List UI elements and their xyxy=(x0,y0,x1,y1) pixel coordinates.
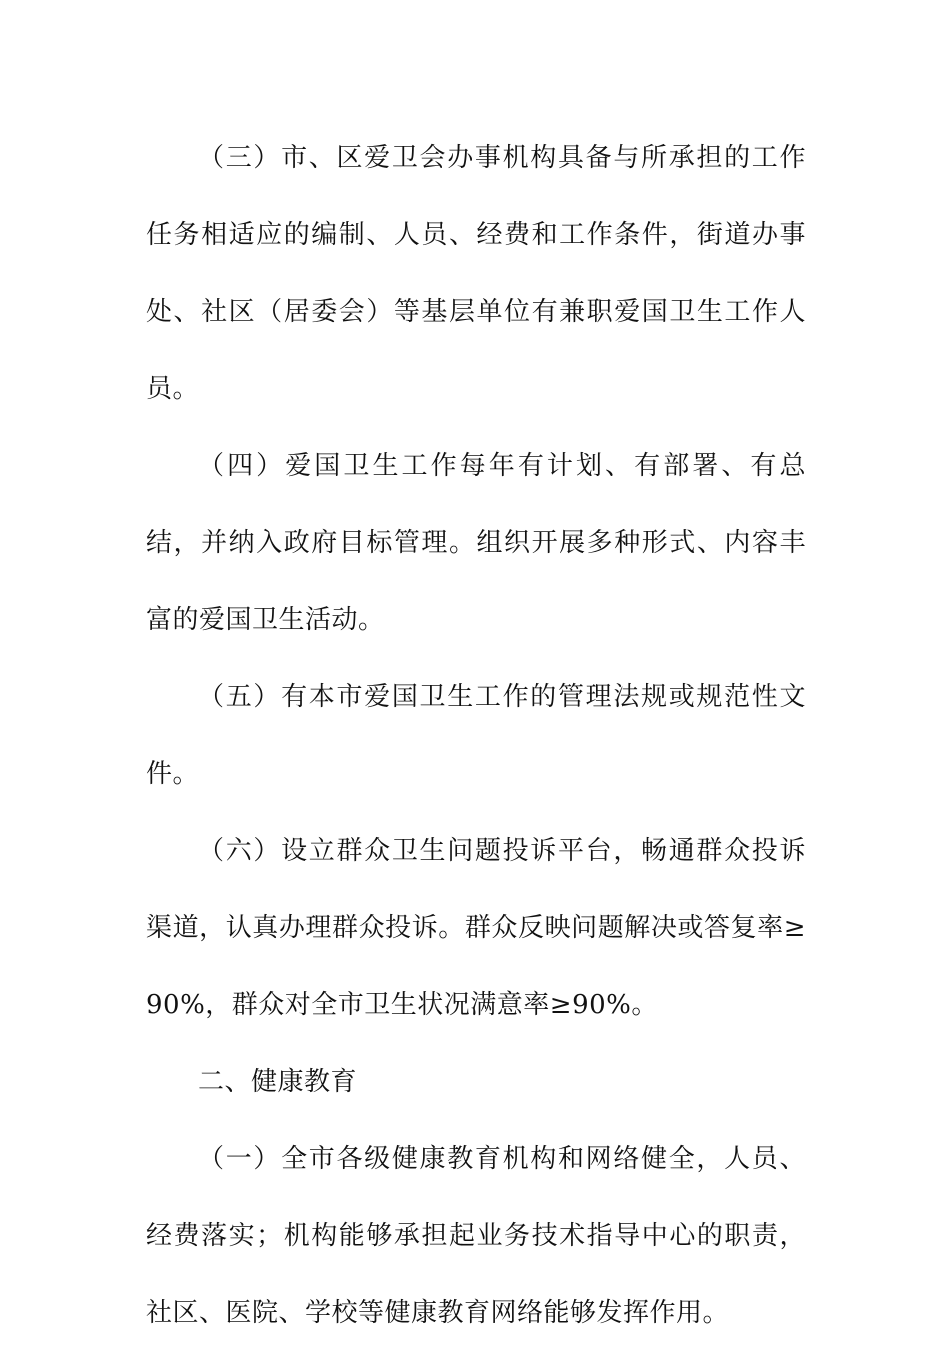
section-heading-health-education: 二、健康教育 xyxy=(198,1067,358,1097)
document-body xyxy=(146,120,806,1352)
paragraph-staffing: （三）市、区爱卫会办事机构具备与所承担的工作任务相适应的编制、人员、经费和工作条件，街道办事处、社区（居委会）等基层单位有兼职爱国卫生工作人员。 xyxy=(146,143,806,404)
paragraph-regulations: （五）有本市爱国卫生工作的管理法规或规范性文件。 xyxy=(146,682,806,789)
paragraph-planning: （四）爱国卫生工作每年有计划、有部署、有总结，并纳入政府目标管理。组织开展多种形式、内容丰富的爱国卫生活动。 xyxy=(146,451,806,635)
paragraph-complaints: （六）设立群众卫生问题投诉平台，畅通群众投诉渠道，认真办理群众投诉。群众反映问题解决或答复率≥90%，群众对全市卫生状况满意率≥90%。 xyxy=(146,836,806,1020)
paragraph-education-network: （一）全市各级健康教育机构和网络健全，人员、经费落实；机构能够承担起业务技术指导中心的职责，社区、医院、学校等健康教育网络能够发挥作用。 xyxy=(146,1144,806,1328)
